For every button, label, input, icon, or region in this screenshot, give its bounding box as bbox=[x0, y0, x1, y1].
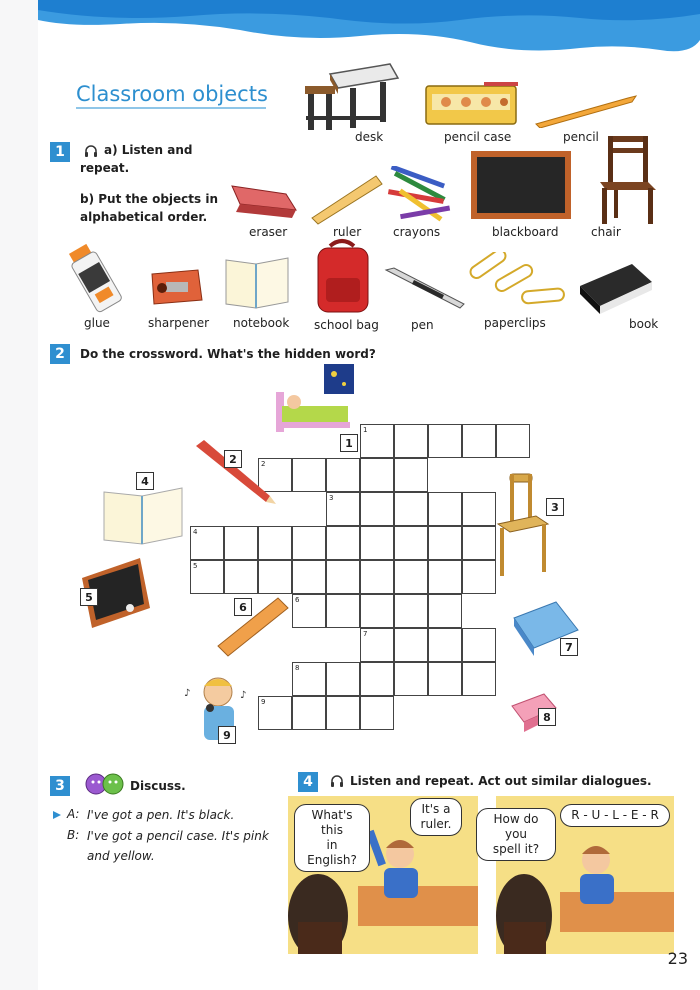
ruler-clue-image bbox=[216, 596, 292, 658]
crossword-cell[interactable] bbox=[394, 492, 428, 526]
crossword-cell[interactable] bbox=[360, 560, 394, 594]
crossword-cell[interactable] bbox=[428, 492, 462, 526]
crossword-cell[interactable] bbox=[394, 628, 428, 662]
page-title: Classroom objects bbox=[76, 82, 268, 106]
crossword-clue-2: 2 bbox=[224, 450, 242, 468]
label-glue: glue bbox=[84, 316, 110, 330]
dialogue-line-b2: and yellow. bbox=[87, 849, 155, 863]
crossword-cell-number: 1 bbox=[363, 426, 368, 434]
pen-image bbox=[384, 266, 466, 310]
crossword-cell[interactable] bbox=[326, 662, 360, 696]
exercise-2-instruction: Do the crossword. What's the hidden word? bbox=[80, 347, 376, 361]
school-bag-image bbox=[308, 238, 378, 316]
sharpener-image bbox=[148, 266, 206, 308]
arrow-bullet-icon bbox=[52, 810, 62, 820]
crossword-cell-number: 8 bbox=[295, 664, 300, 672]
crossword-cell[interactable] bbox=[394, 424, 428, 458]
crossword-cell-number: 4 bbox=[193, 528, 198, 536]
label-blackboard: blackboard bbox=[492, 225, 559, 239]
exercise-1-number: 1 bbox=[50, 142, 70, 162]
label-crayons: crayons bbox=[393, 225, 441, 239]
pencil-case-image bbox=[424, 80, 522, 128]
crossword-clue-9: 9 bbox=[218, 726, 236, 744]
crossword-cell-number: 5 bbox=[193, 562, 198, 570]
crossword-cell[interactable] bbox=[326, 696, 360, 730]
speech-bubble-answer bbox=[410, 798, 462, 836]
label-book: book bbox=[629, 317, 659, 331]
crossword-cell[interactable] bbox=[224, 560, 258, 594]
crossword-cell[interactable] bbox=[462, 424, 496, 458]
crossword-cell[interactable] bbox=[326, 526, 360, 560]
label-desk: desk bbox=[355, 130, 384, 144]
dialogue-line-a: I've got a pen. It's black. bbox=[87, 808, 235, 822]
crossword-cell[interactable] bbox=[428, 628, 462, 662]
crossword-cell[interactable] bbox=[360, 424, 394, 458]
exercise-1a-line2: repeat. bbox=[80, 161, 130, 175]
crossword-cell[interactable] bbox=[394, 662, 428, 696]
crossword-cell[interactable] bbox=[428, 560, 462, 594]
crossword-cell[interactable] bbox=[496, 424, 530, 458]
crossword-cell[interactable] bbox=[394, 560, 428, 594]
crossword-cell[interactable] bbox=[190, 526, 224, 560]
speech-bubble-answer-line2: ruler. bbox=[420, 817, 452, 831]
speech-bubble-question bbox=[294, 804, 370, 872]
crossword-cell[interactable] bbox=[394, 458, 428, 492]
speech-bubble-answer-line1: It's a bbox=[421, 802, 451, 816]
notebook-clue-image bbox=[100, 484, 186, 550]
crossword-cell[interactable] bbox=[258, 560, 292, 594]
exercise-3-number: 3 bbox=[50, 776, 70, 796]
label-chair: chair bbox=[591, 225, 621, 239]
speech-bubble-question-line2: in English? bbox=[307, 838, 357, 867]
crossword-cell[interactable] bbox=[292, 526, 326, 560]
page-margin bbox=[0, 0, 38, 990]
label-pen: pen bbox=[411, 318, 434, 332]
glue-image bbox=[58, 240, 132, 314]
svg-text:♪: ♪ bbox=[184, 688, 191, 699]
crossword-clue-8: 8 bbox=[538, 708, 556, 726]
crossword-cell[interactable] bbox=[224, 526, 258, 560]
label-pencil-case: pencil case bbox=[444, 130, 512, 144]
page-number: 23 bbox=[667, 949, 688, 968]
desk-image bbox=[300, 56, 400, 134]
crossword-cell[interactable] bbox=[326, 492, 360, 526]
label-school-bag: school bag bbox=[314, 318, 379, 332]
crossword-cell[interactable] bbox=[428, 526, 462, 560]
headphones-icon bbox=[84, 144, 98, 158]
dialogue-line-b1: I've got a pencil case. It's pink bbox=[87, 829, 269, 843]
pencil-clue-image bbox=[192, 438, 278, 506]
crossword-cell-number: 2 bbox=[261, 460, 266, 468]
crossword-cell[interactable] bbox=[190, 560, 224, 594]
eraser-image bbox=[226, 176, 300, 220]
crossword-cell-number: 9 bbox=[261, 698, 266, 706]
label-sharpener: sharpener bbox=[148, 316, 210, 330]
crossword-cell[interactable] bbox=[326, 594, 360, 628]
bed-clue-image bbox=[272, 362, 358, 438]
crossword-cell[interactable] bbox=[360, 492, 394, 526]
label-notebook: notebook bbox=[233, 316, 290, 330]
crossword-cell[interactable] bbox=[258, 526, 292, 560]
crossword-cell[interactable] bbox=[462, 492, 496, 526]
headphones-icon bbox=[330, 774, 344, 788]
exercise-1a-line1: a) Listen and bbox=[104, 143, 193, 157]
speech-bubble-spell-line2: spell it? bbox=[492, 842, 540, 856]
speech-bubble-spell-question bbox=[476, 808, 556, 861]
crossword-clue-4: 4 bbox=[136, 472, 154, 490]
title-underline bbox=[76, 107, 266, 109]
pencil-image bbox=[532, 92, 640, 128]
speaker-b: B: bbox=[67, 828, 80, 842]
singer-clue-image bbox=[180, 668, 252, 746]
speaker-a: A: bbox=[67, 807, 80, 821]
crossword-cell[interactable] bbox=[428, 662, 462, 696]
speech-bubble-spelling: R - U - L - E - R bbox=[560, 804, 670, 827]
crossword-clue-5: 5 bbox=[80, 588, 98, 606]
crossword-cell[interactable] bbox=[360, 594, 394, 628]
crossword-cell[interactable] bbox=[462, 628, 496, 662]
label-pencil: pencil bbox=[563, 130, 599, 144]
exercise-4-instruction: Listen and repeat. Act out similar dialogues. bbox=[350, 774, 652, 788]
crossword-cell[interactable] bbox=[462, 662, 496, 696]
crossword-cell-number: 6 bbox=[295, 596, 300, 604]
crossword-cell-number: 7 bbox=[363, 630, 368, 638]
crossword-cell[interactable] bbox=[462, 560, 496, 594]
discuss-faces-icon bbox=[84, 772, 126, 796]
crossword-cell[interactable] bbox=[326, 458, 360, 492]
chair-clue-image bbox=[496, 470, 556, 580]
crossword-cell[interactable] bbox=[292, 662, 326, 696]
crossword-cell[interactable] bbox=[360, 696, 394, 730]
exercise-1b-line1: b) Put the objects in bbox=[80, 192, 219, 206]
crossword-cell[interactable] bbox=[360, 662, 394, 696]
crossword-cell[interactable] bbox=[394, 526, 428, 560]
crossword-cell[interactable] bbox=[326, 560, 360, 594]
svg-text:♪: ♪ bbox=[240, 690, 247, 701]
crossword-cell[interactable] bbox=[292, 696, 326, 730]
crossword-cell[interactable] bbox=[292, 560, 326, 594]
book-image bbox=[576, 260, 656, 316]
crossword-cell-number: 3 bbox=[329, 494, 334, 502]
exercise-1b-line2: alphabetical order. bbox=[80, 210, 208, 224]
speech-bubble-question-line1: What's this bbox=[311, 808, 353, 837]
crossword-cell[interactable] bbox=[360, 458, 394, 492]
crossword-cell[interactable] bbox=[360, 628, 394, 662]
crossword-cell[interactable] bbox=[428, 424, 462, 458]
label-ruler: ruler bbox=[333, 225, 362, 239]
chair-image bbox=[596, 132, 660, 226]
crayons-image bbox=[386, 166, 458, 226]
crossword-cell[interactable] bbox=[360, 526, 394, 560]
exercise-2-number: 2 bbox=[50, 344, 70, 364]
crossword-clue-6: 6 bbox=[234, 598, 252, 616]
paperclips-image bbox=[464, 252, 572, 310]
crossword-cell[interactable] bbox=[394, 594, 428, 628]
crossword-clue-3: 3 bbox=[546, 498, 564, 516]
ruler-image bbox=[310, 172, 384, 226]
crossword-cell[interactable] bbox=[292, 594, 326, 628]
exercise-4-number: 4 bbox=[298, 772, 318, 792]
label-eraser: eraser bbox=[249, 225, 288, 239]
blackboard-image bbox=[470, 150, 572, 222]
crossword-cell[interactable] bbox=[258, 696, 292, 730]
notebook-image bbox=[222, 254, 292, 312]
crossword-cell[interactable] bbox=[428, 594, 462, 628]
crossword-cell[interactable] bbox=[462, 526, 496, 560]
crossword-clue-1: 1 bbox=[340, 434, 358, 452]
label-paperclips: paperclips bbox=[484, 316, 546, 330]
crossword-clue-7: 7 bbox=[560, 638, 578, 656]
exercise-3-instruction: Discuss. bbox=[130, 779, 186, 793]
crossword-cell[interactable] bbox=[292, 458, 326, 492]
speech-bubble-spell-line1: How do you bbox=[493, 812, 539, 841]
